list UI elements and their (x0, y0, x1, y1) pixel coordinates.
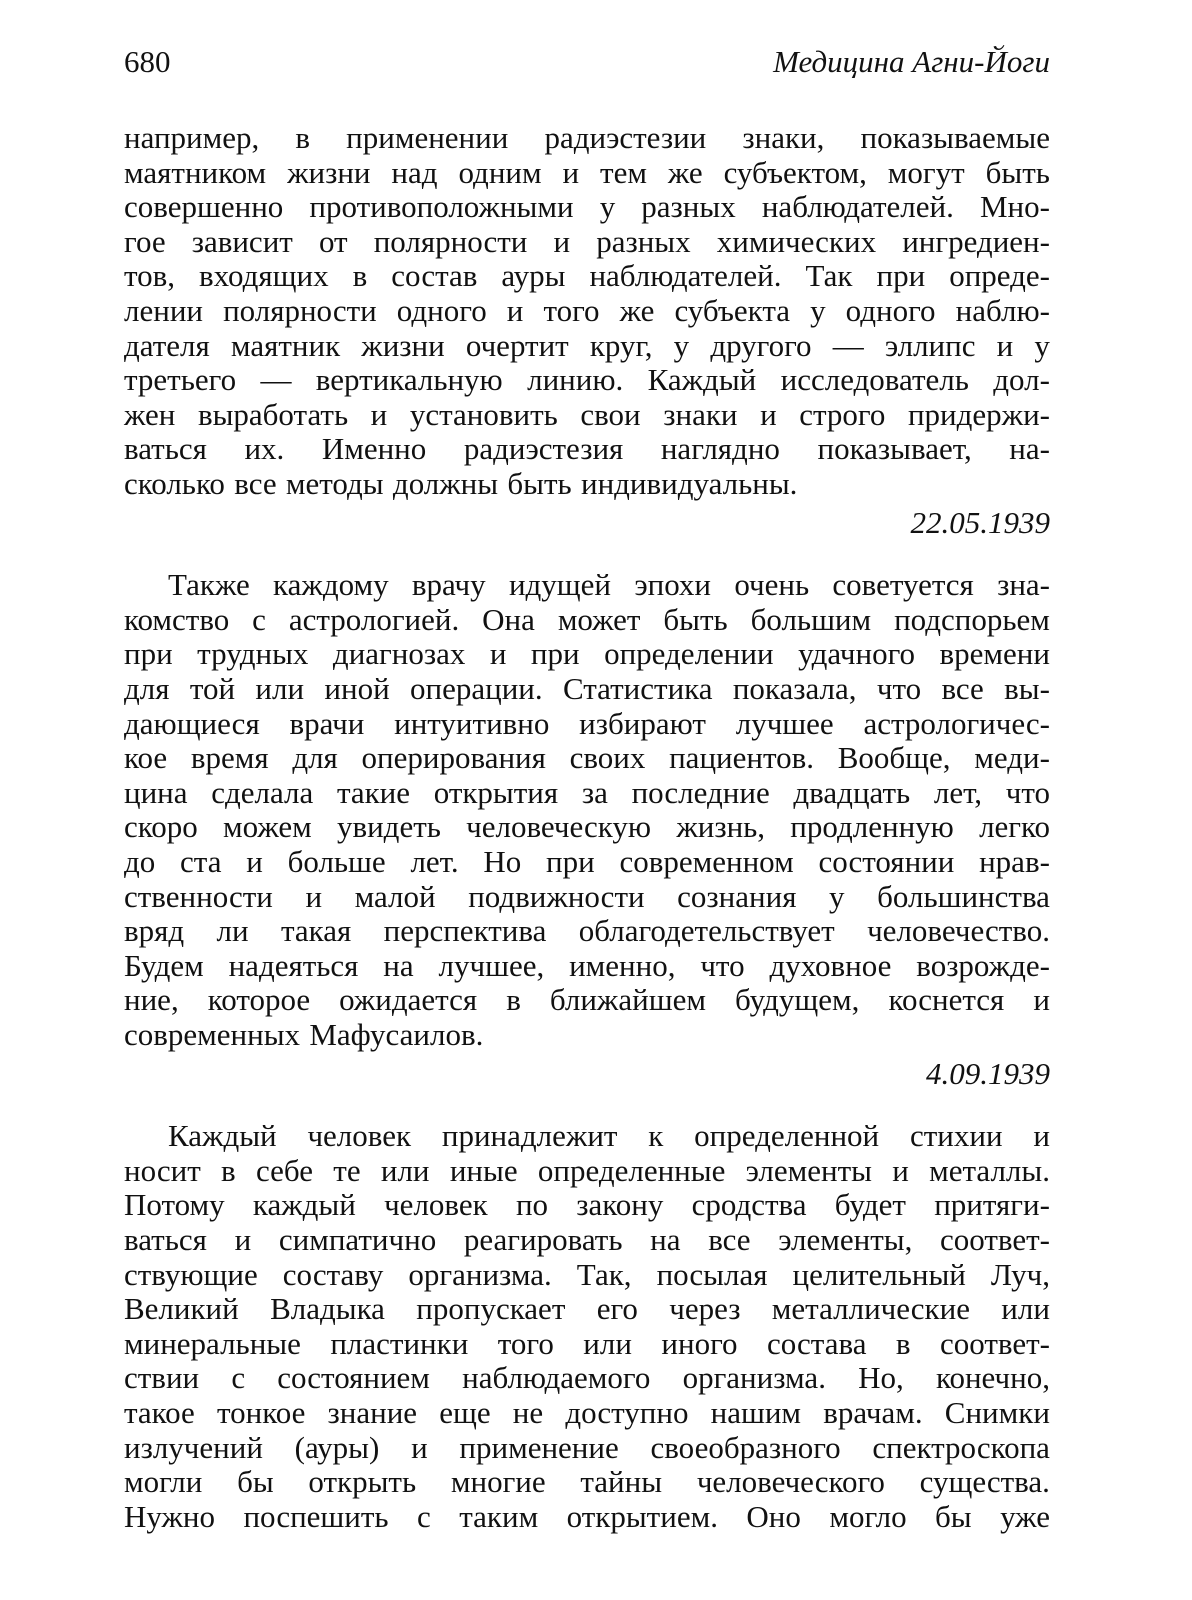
text-line: ствующие составу организма. Так, посылая целительный Луч, (124, 1256, 1050, 1292)
text-line: Великий Владыка пропускает его через металлические или (124, 1291, 1050, 1327)
text-line: гое зависит от полярности и разных химических ингредиен- (124, 223, 1050, 259)
text-line: комство с астрологией. Она может быть большим подспорьем (124, 601, 1050, 637)
text-line: третьего — вертикальную линию. Каждый исследователь дол- (124, 362, 1050, 398)
text-line: могли бы открыть многие тайны человеческого существа. (124, 1464, 1050, 1500)
text-line: носит в себе те или иные определенные элементы и металлы. (124, 1152, 1050, 1188)
text-line: до ста и больше лет. Но при современном состоянии нрав- (124, 844, 1050, 879)
text-line: маятником жизни над одним и тем же субъектом, могут быть (124, 154, 1050, 190)
text-line: ствии с состоянием наблюдаемого организма. Но, конечно, (124, 1360, 1050, 1396)
book-title: Медицина Агни-Йоги (773, 44, 1050, 79)
text-line: вряд ли такая перспектива облагодетельствует человечество. (124, 913, 1050, 949)
text-line: ние, которое ожидается в ближайшем будущем, коснется и (124, 982, 1050, 1018)
running-head (124, 40, 1050, 84)
text-line: жен выработать и установить свои знаки и строго придержи- (124, 396, 1050, 432)
text-line: тов, входящих в состав ауры наблюдателей. Так при опреде- (124, 258, 1050, 294)
text-line: Потому каждый человек по закону сродства будет притяги- (124, 1187, 1050, 1223)
text-line: скоро можем увидеть человеческую жизнь, продленную легко (124, 809, 1050, 845)
text-line: сколько все методы должны быть индивидуальны. (124, 466, 798, 501)
text-line: Также каждому врачу идущей эпохи очень советуется зна- (168, 567, 1050, 603)
text-line: дателя маятник жизни очертит круг, у другого — эллипс и у (124, 327, 1050, 363)
entry-date: 4.09.1939 (926, 1055, 1050, 1091)
text-line: совершенно противоположными у разных наблюдателей. Мно- (124, 189, 1050, 225)
text-line: дающиеся врачи интуитивно избирают лучшее астрологичес- (124, 705, 1050, 741)
text-line: кое время для оперирования своих пациентов. Вообще, меди- (124, 740, 1050, 776)
text-line: ваться и симпатично реагировать на все элементы, соответ- (124, 1222, 1050, 1257)
text-line: для той или иной операции. Статистика показала, что все вы- (124, 671, 1050, 706)
text-line: такое тонкое знание еще не доступно нашим врачам. Снимки (124, 1395, 1050, 1430)
text-line: современных Мафусаилов. (124, 1017, 484, 1052)
text-line: лении полярности одного и того же субъекта у одного наблю- (124, 293, 1050, 328)
text-line: ваться их. Именно радиэстезия наглядно показывает, на- (124, 431, 1050, 467)
text-line: ственности и малой подвижности сознания у большинства (124, 878, 1050, 914)
text-line: при трудных диагнозах и при определении удачного времени (124, 636, 1050, 672)
text-line: минеральные пластинки того или иного состава в соответ- (124, 1325, 1050, 1361)
text-line: Будем надеяться на лучшее, именно, что духовное возрожде- (124, 947, 1050, 983)
text-line: цина сделала такие открытия за последние двадцать лет, что (124, 774, 1050, 810)
text-line: Нужно поспешить с таким открытием. Оно могло бы уже (124, 1498, 1050, 1534)
entry-date: 22.05.1939 (910, 504, 1050, 540)
page-number: 680 (124, 44, 171, 79)
text-line: например, в применении радиэстезии знаки, показываемые (124, 120, 1050, 155)
text-line: излучений (ауры) и применение своеобразного спектроскопа (124, 1429, 1050, 1465)
text-line: Каждый человек принадлежит к определенной стихии и (168, 1118, 1050, 1154)
